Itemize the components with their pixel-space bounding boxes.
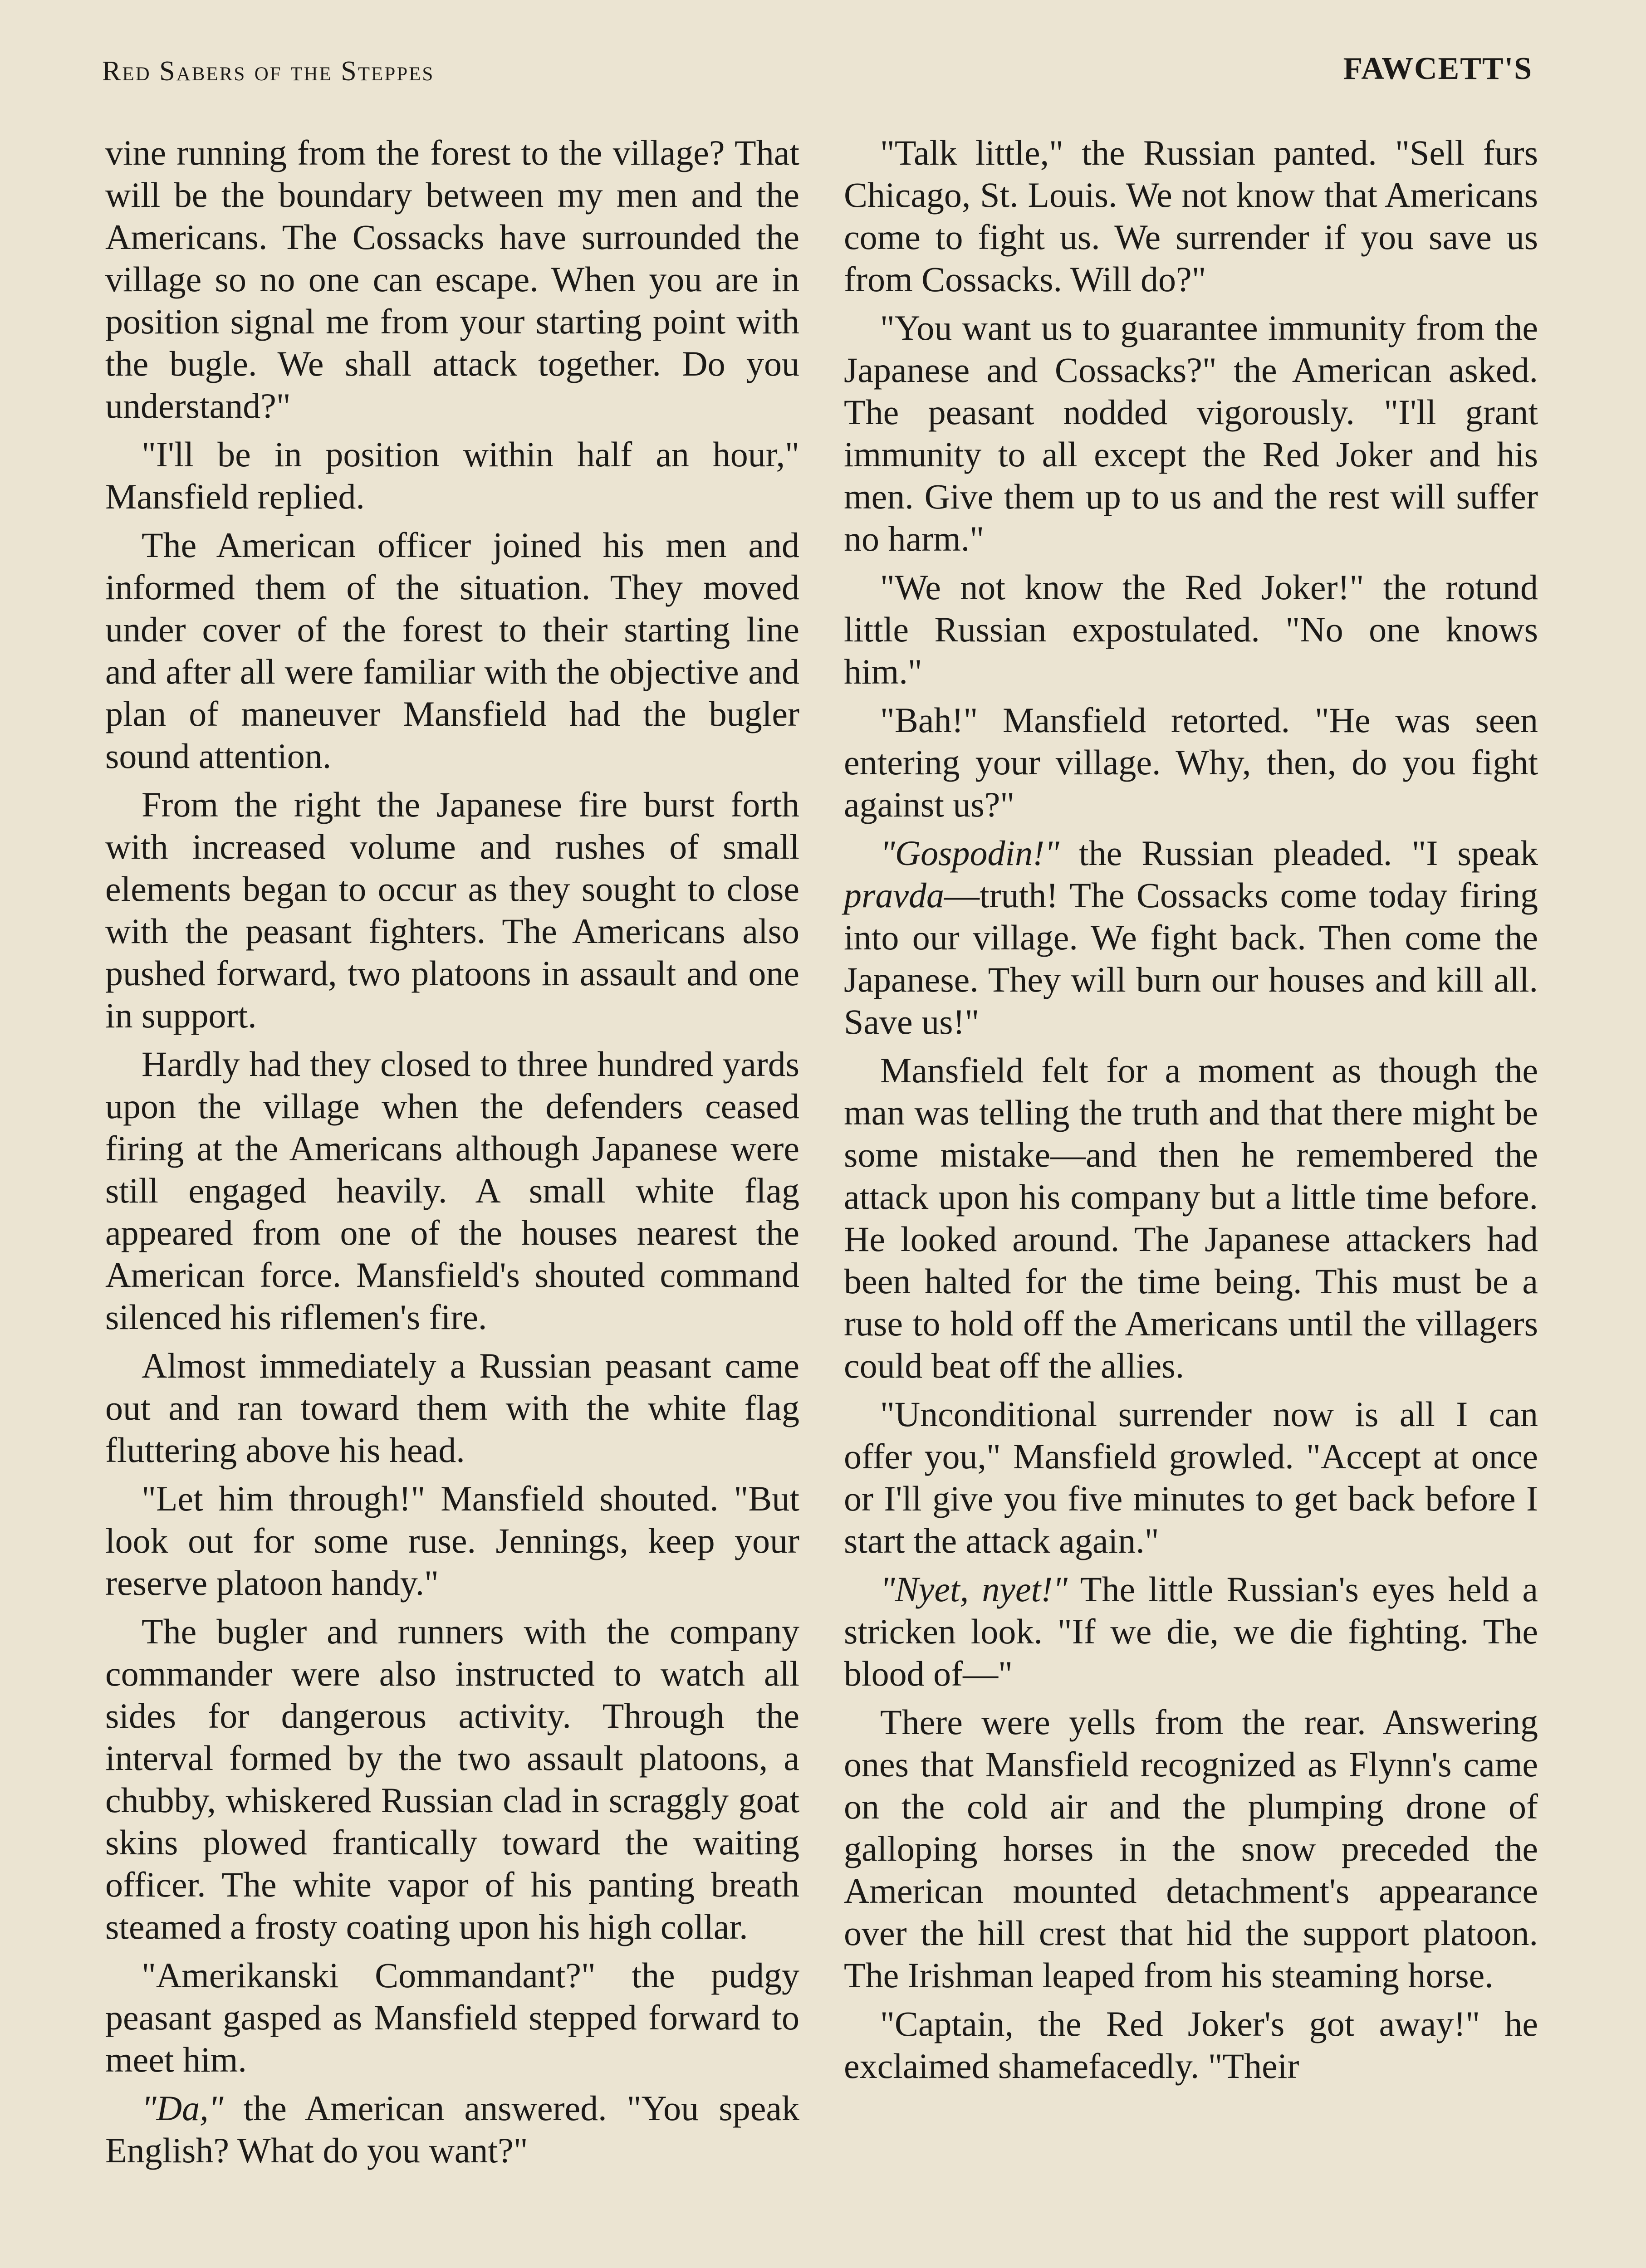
paragraph: "Da," the American answered. "You speak English? What do you want?" bbox=[105, 2088, 799, 2170]
paragraph: Hardly had they closed to three hundred yards upon the village when the defenders ceased firing at the Americans although Japanese were still engaged heavily. A small white flag appeared from one of the houses nearest the American force. Mansfield's shouted command silenced his riflemen's fire. bbox=[105, 1044, 799, 1337]
paragraph: Almost immediately a Russian peasant came out and ran toward them with the white flag fluttering above his head. bbox=[105, 1346, 799, 1470]
paragraph: The American officer joined his men and informed them of the situation. They moved under cover of the forest to their starting line and after all were familiar with the objective and plan of maneuver Mansfield had the bugler sound attention. bbox=[105, 525, 799, 776]
paragraph: "Unconditional surrender now is all I can offer you," Mansfield growled. "Accept at once or I'll give you five minutes to get back before I start the attack again." bbox=[844, 1394, 1538, 1560]
right-text-column bbox=[844, 132, 1538, 2093]
paragraph: "Let him through!" Mansfield shouted. "But look out for some ruse. Jennings, keep your reserve platoon handy." bbox=[105, 1479, 799, 1603]
paragraph: "Nyet, nyet!" The little Russian's eyes held a stricken look. "If we die, we die fighting. The blood of—" bbox=[844, 1569, 1538, 1693]
paragraph: "You want us to guarantee immunity from the Japanese and Cossacks?" the American asked. The peasant nodded vigorously. "I'll grant immunity to all except the Red Joker and his men. Give them up to us and the rest will suffer no harm." bbox=[844, 308, 1538, 558]
paragraph: vine running from the forest to the village? That will be the boundary between my men and the Americans. The Cossacks have surrounded the village so no one can escape. When you are in position signal me from your starting point with the bugle. We shall attack together. Do you understand?" bbox=[105, 133, 799, 425]
running-head-title: Red Sabers of the Steppes bbox=[102, 56, 435, 87]
paragraph: Mansfield felt for a moment as though the man was telling the truth and that there might be some mistake—and then he remembered the attack upon his company but a little time before. He looked around. The Japanese attackers had been halted for the time being. This must be a ruse to hold off the Americans until the villagers could beat off the allies. bbox=[844, 1051, 1538, 1385]
paragraph: "Talk little," the Russian panted. "Sell furs Chicago, St. Louis. We not know that Americans come to fight us. We surrender if you save us from Cossacks. Will do?" bbox=[844, 133, 1538, 299]
running-head-publisher: FAWCETT'S bbox=[1343, 51, 1533, 86]
paragraph: "Bah!" Mansfield retorted. "He was seen entering your village. Why, then, do you fight against us?" bbox=[844, 700, 1538, 824]
paragraph: There were yells from the rear. Answering ones that Mansfield recognized as Flynn's came on the cold air and the plumping drone of galloping horses in the snow preceded the American mounted detachment's appearance over the hill crest that hid the support platoon. The Irishman leaped from his steaming horse. bbox=[844, 1702, 1538, 1995]
paragraph: "Amerikanski Commandant?" the pudgy peasant gasped as Mansfield stepped forward to meet him. bbox=[105, 1955, 799, 2079]
paragraph: "Gospodin!" the Russian pleaded. "I speak pravda—truth! The Cossacks come today firing into our village. We fight back. Then come the Japanese. They will burn our houses and kill all. Save us!" bbox=[844, 833, 1538, 1041]
left-text-column bbox=[105, 132, 799, 2178]
paragraph: "Captain, the Red Joker's got away!" he exclaimed shamefacedly. "Their bbox=[844, 2004, 1538, 2086]
paragraph: From the right the Japanese fire burst forth with increased volume and rushes of small elements began to occur as they sought to close with the peasant fighters. The Americans also pushed forward, two platoons in assault and one in support. bbox=[105, 785, 799, 1035]
paragraph: The bugler and runners with the company commander were also instructed to watch all sides for dangerous activity. Through the interval formed by the two assault platoons, a chubby, whiskered Russian clad in scraggly goat skins plowed frantically toward the waiting officer. The white vapor of his panting breath steamed a frosty coating upon his high collar. bbox=[105, 1612, 799, 1946]
paragraph: "We not know the Red Joker!" the rotund little Russian expostulated. "No one knows him." bbox=[844, 567, 1538, 691]
paragraph: "I'll be in position within half an hour," Mansfield replied. bbox=[105, 435, 799, 516]
